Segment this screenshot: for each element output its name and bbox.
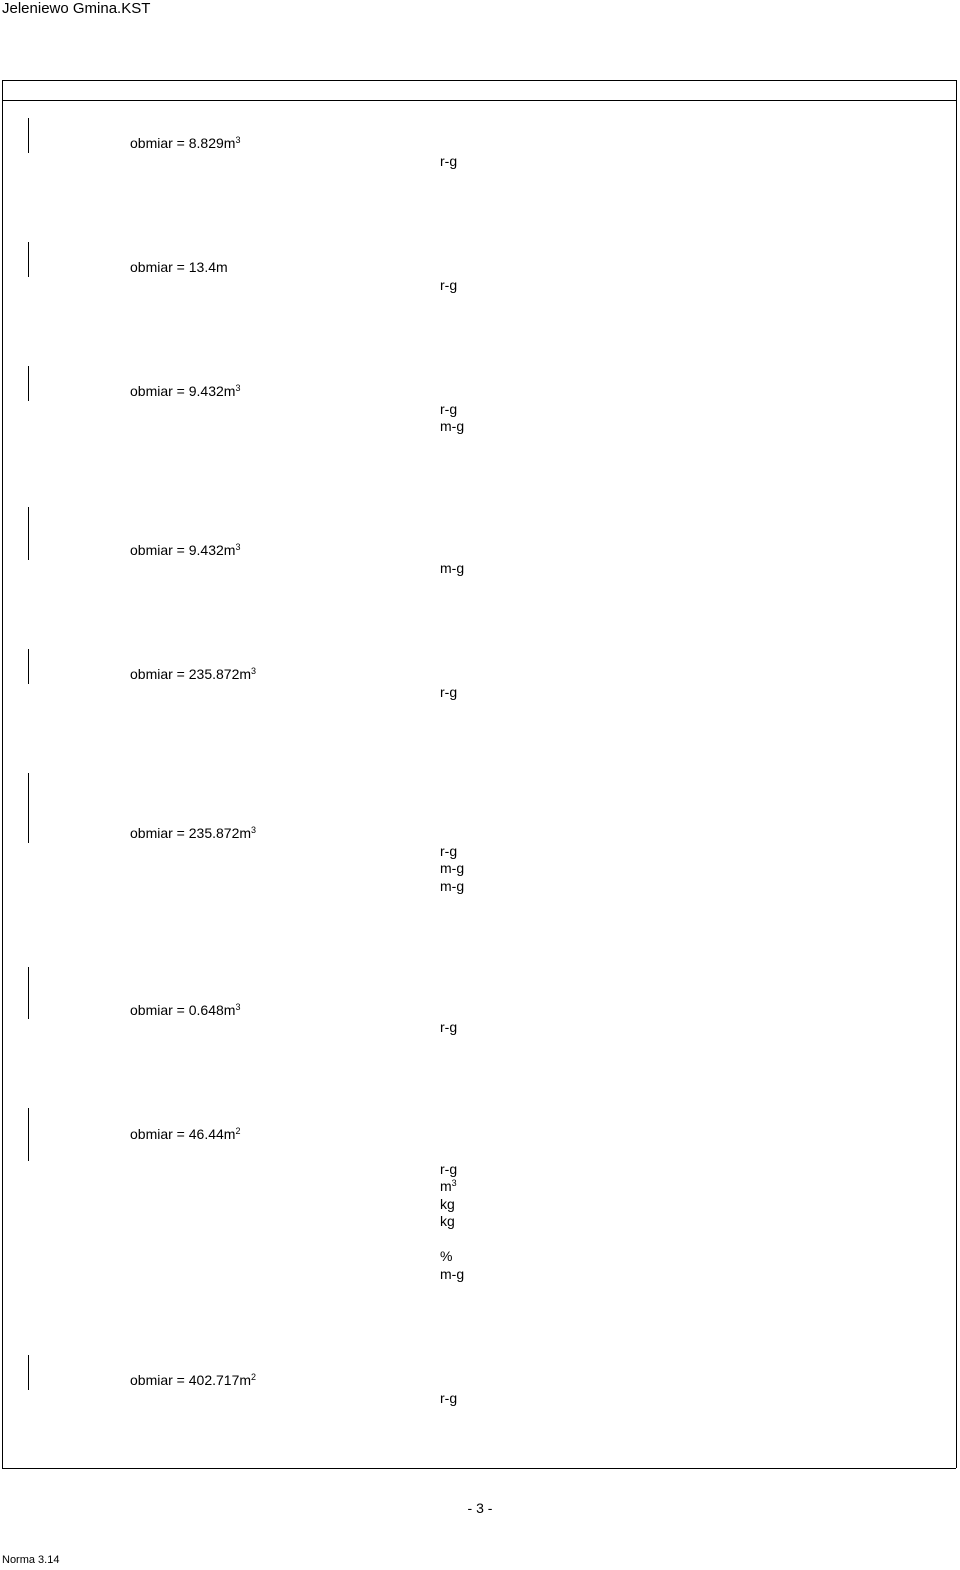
basis-separator (129, 507, 130, 560)
basis-separator (129, 773, 130, 843)
resource-unit: m-g (440, 559, 465, 576)
resource-unit: % (440, 1248, 453, 1264)
basis-separator (129, 1355, 130, 1390)
position-separator (2, 241, 956, 242)
resource-unit: kg (440, 1195, 455, 1212)
table-left-border (2, 80, 3, 1468)
resource-unit: $m^3$ (440, 1178, 457, 1194)
resource-unit: r-g (440, 1160, 458, 1177)
position-separator (2, 772, 956, 773)
lp-separator (28, 649, 29, 684)
position-measure: obmiar = $235.872m^3$ (130, 666, 257, 682)
basis-separator (129, 967, 130, 1020)
lp-separator (28, 118, 29, 153)
lp-separator (28, 366, 29, 401)
position-separator (2, 1354, 956, 1355)
position-separator (2, 507, 956, 508)
lp-separator (28, 242, 29, 277)
resource-unit: r-g (440, 842, 458, 859)
resource-unit: m-g (440, 877, 465, 894)
lp-separator (28, 507, 29, 560)
position-measure: obmiar = $9.432m^3$ (130, 542, 241, 558)
table-top-border (2, 80, 956, 81)
position-measure: obmiar = $9.432m^3$ (130, 383, 241, 399)
lp-separator (28, 773, 29, 843)
position-separator (2, 648, 956, 649)
position-separator (2, 1108, 956, 1109)
resource-unit: r-g (440, 1019, 458, 1035)
resource-unit: r-g (440, 683, 458, 700)
lp-separator (28, 967, 29, 1020)
position-measure: obmiar = $8.829m^3$ (130, 135, 241, 151)
position-measure: obmiar = $402.717m^2$ (130, 1372, 257, 1388)
resource-unit: m-g (440, 1265, 465, 1282)
basis-separator (129, 366, 130, 401)
position-measure: obmiar = $46.44m^2$ (130, 1125, 241, 1142)
resource-unit: kg (440, 1213, 455, 1229)
position-separator (2, 365, 956, 366)
basis-separator (129, 242, 130, 277)
position-measure: obmiar = $235.872m^3$ (130, 825, 257, 841)
page-number: - 3 - (467, 1500, 493, 1516)
table-bottom-border (2, 1468, 956, 1469)
table-right-border (956, 80, 957, 1468)
position-measure: obmiar = 13.4m (130, 259, 228, 275)
lp-separator (28, 1108, 29, 1161)
position-measure: obmiar = $0.648m^3$ (130, 1001, 241, 1018)
resource-unit: r-g (440, 1389, 458, 1406)
resource-unit: r-g (440, 400, 458, 417)
resource-unit: m-g (440, 860, 465, 876)
resource-unit: m-g (440, 418, 465, 434)
basis-separator (129, 649, 130, 684)
basis-separator (129, 1108, 130, 1161)
basis-separator (129, 118, 130, 153)
lp-separator (28, 1355, 29, 1390)
position-separator (2, 966, 956, 967)
document-title: Jeleniewo Gmina.KST (2, 0, 151, 17)
header-bottom-border (2, 100, 956, 101)
software-version: Norma 3.14 (2, 1554, 60, 1566)
resource-unit: r-g (440, 276, 458, 293)
resource-unit: r-g (440, 152, 458, 169)
